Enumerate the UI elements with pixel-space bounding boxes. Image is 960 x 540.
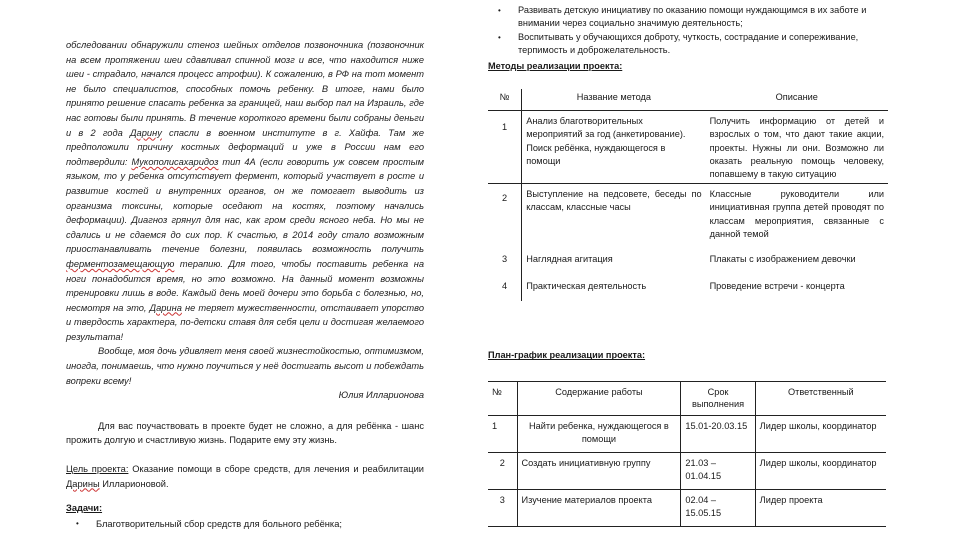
cell-num: 4 [488,270,522,301]
misspelled-word: ферментозамещающую [66,258,175,269]
plan-heading: План-график реализации проекта: [488,350,646,361]
cell-work: Изучение материалов проекта [517,490,681,527]
signature: Юлия Илларионова [338,390,424,401]
cell-responsible: Лидер проекта [755,490,886,527]
table-row [488,416,886,453]
task-item: • Благотворительный сбор средств для больного ребёнка; [76,517,424,532]
misspelled-word: Дарина [149,302,182,313]
table-row [488,490,886,527]
appeal-paragraph: Для вас поучаствовать в проекте будет не сложно, а для ребёнка - шанс прожить долгую и счастливую жизнь. Подарите ему эту жизнь. [66,420,424,446]
methods-heading: Методы реализации проекта: [488,60,623,71]
cell-work: Найти ребенка, нуждающегося в помощи [517,416,681,453]
cell-term: 02.04 – 15.05.15 [681,490,755,527]
cell-num: 1 [488,111,522,184]
cell-description: Проведение встречи - концерта [709,281,845,292]
cell-description: Плакаты с изображением девочки [709,254,856,265]
cell-method-name: Выступление на педсовете, беседы по классам, классные часы [526,189,702,213]
cell-num: 1 [488,416,517,453]
column-header: № [488,381,517,415]
task-item: • Развивать детскую инициативу по оказанию помощи нуждающимся в их заботе и внимании через социально значимую деятельность; [498,4,888,31]
cell-num: 2 [488,453,517,490]
document-page-left [66,38,424,532]
cell-description: Получить информацию от детей и взрослых о том, что дают такие акции, проекты. Нужны ли они. Возможно ли оказать реальную помощь человеку, попавшему в такую ситуацию [706,111,888,184]
cell-method-name: Практическая деятельность [526,281,647,292]
column-header: Описание [706,89,888,111]
cell-method-name: Наглядная агитация [526,254,613,265]
column-header: № [488,89,522,111]
story-paragraph-2: Вообще, моя дочь удивляет меня своей жизнестойкостью, оптимизмом, иногда, понимаешь, что нужно поучиться у неё достигать высот и побеждать вопреки всему! [66,346,424,386]
tasks-list-continued [488,4,888,58]
cell-description: Классные руководители или инициативная группа детей проводят по классам мероприятия, связанные с данной темой [709,189,884,239]
column-header: Название метода [522,89,706,111]
tasks-heading: Задачи: [66,502,103,513]
cell-num: 3 [488,245,522,270]
plan-table [488,381,886,527]
cell-method-name: Анализ благотворительных мероприятий за год (анкетирование). Поиск ребёнка, нуждающегося в помощи [522,111,706,184]
column-header: Срок выполнения [681,381,755,415]
table-row [488,111,888,184]
table-row [488,453,886,490]
cell-work: Создать инициативную группу [517,453,681,490]
cell-responsible: Лидер школы, координатор [755,416,886,453]
cell-num: 3 [488,490,517,527]
misspelled-word: Мукополисахаридоз [131,156,219,167]
document-page-right [488,4,888,527]
column-header: Содержание работы [517,381,681,415]
column-header: Ответственный [755,381,886,415]
misspelled-word: Дарину [130,127,162,138]
misspelled-word: Дарины [66,478,100,489]
tasks-list [66,517,424,532]
goal-label: Цель проекта: [66,464,129,475]
parent-story [66,38,424,403]
task-item: • Воспитывать у обучающихся доброту, чуткость, сострадание и сопереживание, терпимость и доброжелательность. [498,31,888,58]
methods-table [488,89,888,301]
table-header-row [488,381,886,415]
table-row [488,270,888,301]
cell-responsible: Лидер школы, координатор [755,453,886,490]
cell-num: 2 [488,184,522,245]
story-paragraph-1: обследовании обнаружили стеноз шейных отделов позвоночника (позвоночник на всем протяжении шеи сдавливал спинной мозг и все, что находится ниже шеи - страдало, начался процесс атрофии). К сожалению, в РФ на тот момент не было специалистов, способных помочь ребенку. В итоге, нами было принято решение спасать ребенка за границей, наш выбор пал на Израиль, где нас готовы были принять. В течение короткого времени были собраны деньги и в 2 года Дарину спасли в военном институте в г. Хайфа. Там же предположили причину костных деформаций и уже в России нам его подтвердили: Мукополисахаридоз тип 4А (если говорить уж совсем простым языком, то у ребенка отсутствует фермент, который участвует в росте и развитие костей и внутренних органов, он же помогает выводить из организма токсины, которые оседают на костях, поэтому начались деформации). Диагноз грянул для нас, как гром среди ясного неба. Но мы не сдались и не сдаемся до сих пор. К счастью, в 2014 году стало возможным приостанавливать течение болезни, появилась возможность получить ферментозамещающую терапию. Для того, чтобы поставить ребенка на ноги понадобится время, но это возможно. На данный момент возможны тренировки лишь в воде. Каждый день моей дочери это борьба с болезнью, но, несмотря на это, Дарина не теряет мужественности, отстаивает упорство и твердость характера, по-детски ставя для себя цели и достигая желаемого результата! [66,40,424,342]
cell-term: 15.01-20.03.15 [681,416,755,453]
project-goal: Цель проекта: Оказание помощи в сборе средств, для лечения и реабилитации Дарины Илларионовой. [66,464,425,489]
cell-term: 21.03 – 01.04.15 [681,453,755,490]
table-header-row [488,89,888,111]
table-row [488,184,888,245]
table-row [488,245,888,270]
